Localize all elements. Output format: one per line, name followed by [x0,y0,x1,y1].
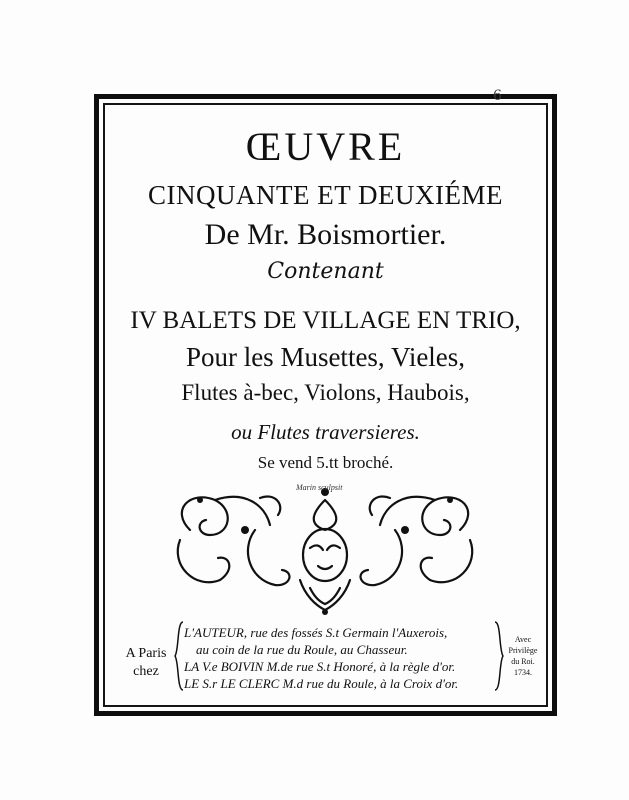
imprint-line-1: L'AUTEUR, rue des fossés S.t Germain l'Auxerois, [184,625,448,640]
publisher-imprint [184,624,494,692]
instruments-line-1: Pour les Musettes, Vieles, [185,342,466,372]
imprint-line-2: au coin de la rue du Roule, au Chasseur. [196,642,408,657]
instruments-line-2: Flutes à-bec, Violons, Haubois, [181,380,470,405]
corner-mark: 6 [493,88,502,104]
composer-name: De Mr. Boismortier. [204,218,447,251]
engraver-credit: Marin sculpsit [296,483,343,492]
privilege-notice [502,634,544,678]
imprint-line-4: LE S.r LE CLERC M.d rue du Roule, à la Croix d'or. [184,676,459,691]
price-label: Se vend 5.tt broché. [257,453,394,472]
ornament-vignette [160,470,490,620]
place-label [116,645,176,681]
opus-number: CINQUANTE ET DEUXIÉME [148,180,503,210]
place-line-1: A Paris [125,646,167,661]
instruments-line-3: ou Flutes traversieres. [231,420,420,444]
privilege-line-1: Avec [514,635,532,644]
privilege-line-3: du Roi. [511,657,535,666]
contenant-label: Contenant [267,259,384,284]
page-title: ŒUVRE [245,124,406,169]
privilege-line-2: Privilège [508,646,538,655]
imprint-line-3: LA V.e BOIVIN M.de rue S.t Honoré, à la règle d'or. [184,659,456,674]
work-description: IV BALETS DE VILLAGE EN TRIO, [130,307,521,334]
place-line-2: chez [133,664,159,679]
privilege-line-4: 1734. [514,668,532,677]
